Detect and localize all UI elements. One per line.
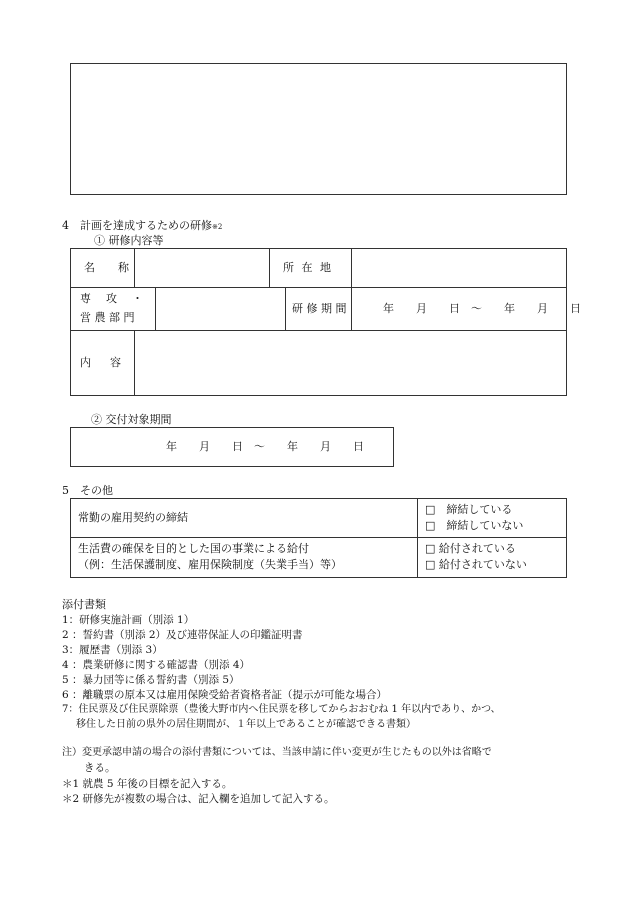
major-input[interactable] — [156, 288, 284, 329]
attachment-item: 移住した日前の県外の居住期間が、１年以上であることが確認できる書類） — [76, 719, 416, 730]
benefit-option-yes[interactable]: □ 給付されている — [425, 542, 516, 555]
section4-title-note: ※2 — [212, 223, 223, 231]
attachment-item: 6 ：離職票の原本又は雇用保険受給者資格者証（提示が可能な場合） — [62, 689, 388, 701]
table-col-divider — [417, 498, 418, 578]
benefit-label-line1: 生活費の確保を目的とした国の事業による給付 — [78, 542, 309, 555]
content-input[interactable] — [135, 331, 566, 395]
period-value[interactable]: 年 月 日 〜 年 月 日 — [383, 302, 581, 315]
attachment-item: 3：履歴書（別添 3） — [62, 644, 163, 656]
goal-entry-box[interactable] — [70, 63, 567, 195]
section5-title: 5 その他 — [62, 484, 113, 497]
name-label: 名 称 — [84, 261, 135, 274]
employment-contract-label: 常勤の雇用契約の締結 — [78, 511, 188, 524]
attachment-item: 2 ：誓約書（別添 2）及び連帯保証人の印鑑証明書 — [62, 629, 303, 641]
note-change-approval-cont: きる。 — [84, 762, 116, 774]
table-col-divider — [269, 248, 270, 287]
employment-option-yes[interactable]: □ 締結している — [425, 503, 513, 516]
section4-title-text: 4 計画を達成するための研修 — [62, 219, 212, 232]
employment-option-no[interactable]: □ 締結していない — [425, 519, 524, 532]
content-label: 内 容 — [80, 356, 125, 369]
table-col-divider — [285, 287, 286, 330]
section4-title — [62, 219, 222, 234]
target-period-value: 年 月 日 〜 年 月 日 — [166, 440, 364, 453]
name-input[interactable] — [135, 249, 268, 286]
section4-sub1: ① 研修内容等 — [94, 234, 164, 247]
note-change-approval: 注）変更承認申請の場合の添付書類については、当該申請に伴い変更が生じたもの以外は省略で — [62, 747, 492, 758]
location-input[interactable] — [352, 249, 566, 286]
table-col-divider — [351, 287, 352, 330]
attachments-heading: 添付書類 — [62, 598, 106, 611]
attachment-item: 4 ：農業研修に関する確認書（別添 4） — [62, 659, 251, 671]
location-label: 所 在 地 — [283, 261, 333, 274]
benefit-label-line2: （例：生活保護制度、雇用保険制度（失業手当）等） — [78, 558, 342, 571]
attachment-item: 5 ：暴力団等に係る誓約書（別添 5） — [62, 674, 240, 686]
table-row-divider — [70, 287, 567, 288]
note-1: ＊1 就農 5 年後の目標を記入する。 — [62, 778, 233, 790]
period-label: 研 修 期 間 — [292, 302, 347, 315]
attachment-item: 1：研修実施計画（別添 1） — [62, 614, 195, 626]
note-2: ＊2 研修先が複数の場合は、記入欄を追加して記入する。 — [62, 793, 335, 805]
benefit-option-no[interactable]: □ 給付されていない — [425, 558, 527, 571]
section4-sub2: ② 交付対象期間 — [91, 413, 172, 426]
table-row-divider — [70, 537, 567, 538]
attachment-item: 7：住民票及び住民票除票（豊後大野市内へ住民票を移してからおおむね 1 年以内であり、かつ、 — [62, 704, 501, 715]
major-label-line1: 専 攻 ・ — [80, 292, 145, 305]
major-label-line2: 営 農 部 門 — [80, 311, 135, 324]
